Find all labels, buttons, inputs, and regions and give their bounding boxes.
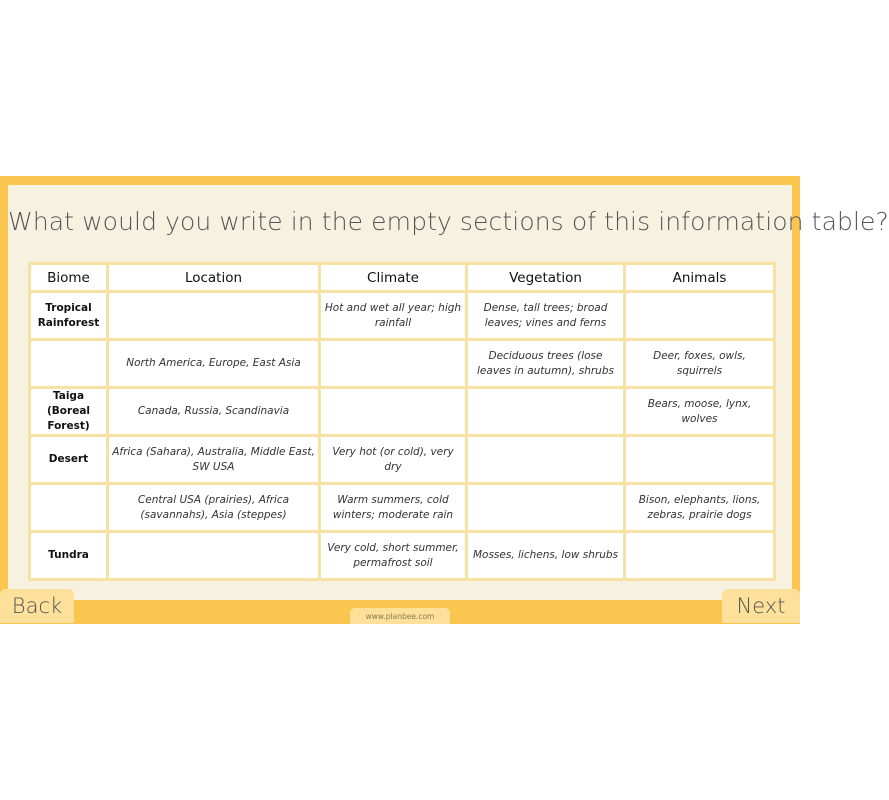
slide-title: What would you write in the empty sections of this information table? (8, 207, 889, 236)
header-biome: Biome (30, 264, 108, 292)
header-vegetation: Vegetation (467, 264, 625, 292)
header-location: Location (108, 264, 320, 292)
slide-frame (0, 176, 889, 624)
cell-biome (30, 340, 108, 388)
planbee-link[interactable]: www.planbee.com (350, 608, 450, 624)
cell-location: Central USA (prairies), Africa (savannahs), Asia (steppes) (108, 484, 320, 532)
cell-location: Africa (Sahara), Australia, Middle East, SW USA (108, 436, 320, 484)
table-row (30, 292, 775, 340)
slide-panel (8, 185, 889, 600)
cell-animals: Bison, elephants, lions, zebras, prairie dogs (625, 484, 775, 532)
information-table (28, 262, 776, 581)
next-button[interactable]: Next (722, 589, 800, 623)
table-row (30, 340, 775, 388)
cell-location: North America, Europe, East Asia (108, 340, 320, 388)
table-row (30, 532, 775, 580)
header-climate: Climate (320, 264, 467, 292)
cell-vegetation: Mosses, lichens, low shrubs (467, 532, 625, 580)
cell-animals (625, 436, 775, 484)
cell-biome: Taiga (Boreal Forest) (30, 388, 108, 436)
cell-biome: Tropical Rainforest (30, 292, 108, 340)
table-row (30, 388, 775, 436)
cell-vegetation: Deciduous trees (lose leaves in autumn), shrubs (467, 340, 625, 388)
cell-location: Canada, Russia, Scandinavia (108, 388, 320, 436)
cell-animals: Bears, moose, lynx, wolves (625, 388, 775, 436)
table-row (30, 436, 775, 484)
back-button[interactable]: Back (0, 589, 74, 623)
table-row (30, 484, 775, 532)
cell-vegetation (467, 436, 625, 484)
cell-climate: Very hot (or cold), very dry (320, 436, 467, 484)
table-header-row (30, 264, 775, 292)
cell-location (108, 292, 320, 340)
cell-animals: Deer, foxes, owls, squirrels (625, 340, 775, 388)
cell-biome: Tundra (30, 532, 108, 580)
cell-climate: Very cold, short summer, permafrost soil (320, 532, 467, 580)
cell-climate: Warm summers, cold winters; moderate rain (320, 484, 467, 532)
cell-animals (625, 532, 775, 580)
cell-vegetation (467, 484, 625, 532)
cell-climate (320, 340, 467, 388)
cell-location (108, 532, 320, 580)
cell-vegetation: Dense, tall trees; broad leaves; vines and ferns (467, 292, 625, 340)
cell-climate: Hot and wet all year; high rainfall (320, 292, 467, 340)
cell-biome (30, 484, 108, 532)
cell-climate (320, 388, 467, 436)
cell-vegetation (467, 388, 625, 436)
header-animals: Animals (625, 264, 775, 292)
cell-biome: Desert (30, 436, 108, 484)
cell-animals (625, 292, 775, 340)
